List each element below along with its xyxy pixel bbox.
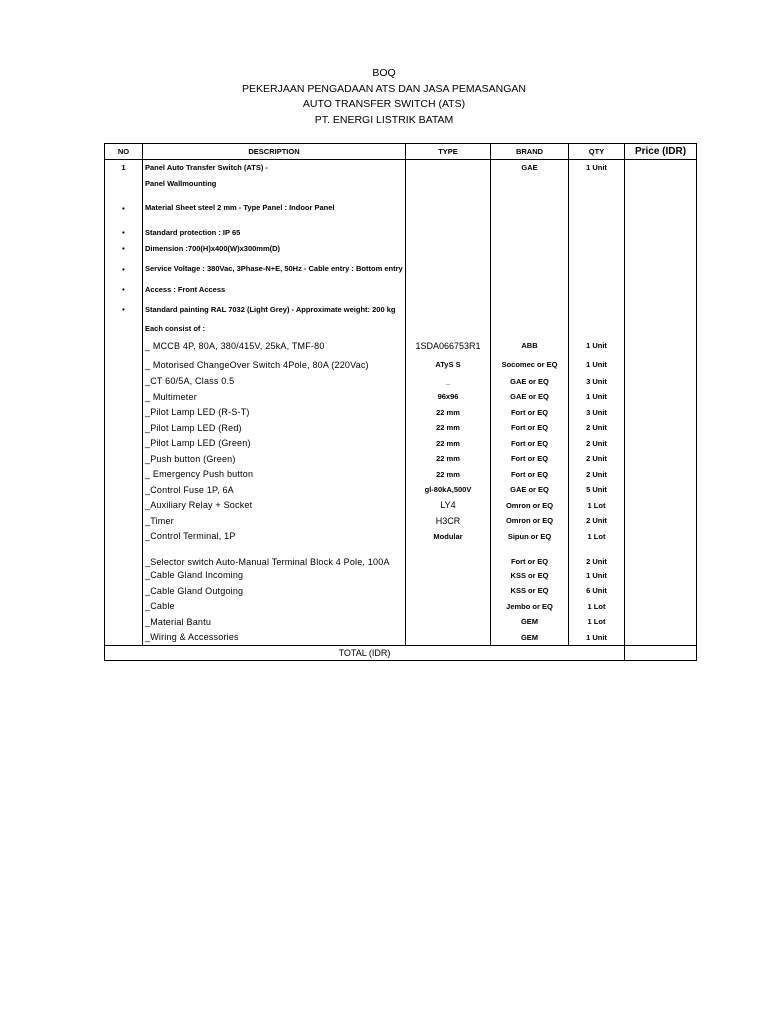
row-description: Service Voltage : 380Vac, 3Phase-N+E, 50Hz - Cable entry : Bottom entry <box>143 257 406 282</box>
row-price <box>625 160 697 176</box>
total-label: TOTAL (IDR) <box>105 645 625 660</box>
row-price <box>625 436 697 452</box>
row-description: _Push button (Green) <box>143 451 406 467</box>
row-qty: 1 Unit <box>569 630 625 646</box>
row-no <box>105 436 143 452</box>
row-description: Standard painting RAL 7032 (Light Grey) - Approximate weight: 200 kg <box>143 298 406 322</box>
table-row <box>105 451 697 467</box>
row-no <box>105 529 143 544</box>
row-no <box>105 336 143 356</box>
row-brand: GAE or EQ <box>491 482 569 498</box>
row-type: 22 mm <box>406 436 491 452</box>
row-no <box>105 568 143 584</box>
row-description: _Cable <box>143 599 406 615</box>
header-price: Price (IDR) <box>625 144 697 160</box>
row-no <box>105 599 143 615</box>
row-price <box>625 336 697 356</box>
row-qty: 1 Lot <box>569 614 625 630</box>
row-qty: 2 Unit <box>569 451 625 467</box>
row-price <box>625 192 697 225</box>
row-no <box>105 322 143 336</box>
row-qty: 2 Unit <box>569 513 625 529</box>
row-brand: Fort or EQ <box>491 451 569 467</box>
row-no <box>105 467 143 483</box>
table-row <box>105 298 697 322</box>
table-row <box>105 160 697 176</box>
row-price <box>625 614 697 630</box>
row-type: H3CR <box>406 513 491 529</box>
row-qty: 1 Unit <box>569 356 625 374</box>
row-brand: Socomec or EQ <box>491 356 569 374</box>
row-no <box>105 544 143 568</box>
row-no <box>105 614 143 630</box>
row-price <box>625 282 697 298</box>
row-brand <box>491 241 569 257</box>
header-no: NO <box>105 144 143 160</box>
boq-table <box>104 143 697 661</box>
row-description: _Pilot Lamp LED (R-S-T) <box>143 405 406 421</box>
row-price <box>625 630 697 646</box>
table-row <box>105 282 697 298</box>
table-row <box>105 405 697 421</box>
row-description: Dimension :700(H)x400(W)x300mm(D) <box>143 241 406 257</box>
document-header <box>0 66 768 128</box>
header-qty: QTY <box>569 144 625 160</box>
row-price <box>625 498 697 514</box>
row-brand: Fort or EQ <box>491 420 569 436</box>
row-brand <box>491 322 569 336</box>
row-description: _Control Fuse 1P, 6A <box>143 482 406 498</box>
row-description: Panel Auto Transfer Switch (ATS) - <box>143 160 406 176</box>
row-price <box>625 482 697 498</box>
row-no <box>105 405 143 421</box>
bullet-icon: • <box>105 241 143 257</box>
row-no <box>105 498 143 514</box>
row-type: gl-80kA,500V <box>406 482 491 498</box>
row-qty: 1 Lot <box>569 498 625 514</box>
table-row <box>105 389 697 405</box>
table-row <box>105 513 697 529</box>
row-type <box>406 614 491 630</box>
table-row <box>105 420 697 436</box>
row-brand: GEM <box>491 630 569 646</box>
row-brand: Omron or EQ <box>491 498 569 514</box>
table-row <box>105 467 697 483</box>
row-type: 1SDA066753R1 <box>406 336 491 356</box>
row-type: _ <box>406 374 491 390</box>
row-price <box>625 467 697 483</box>
row-no <box>105 176 143 192</box>
row-type <box>406 630 491 646</box>
row-qty: 2 Unit <box>569 436 625 452</box>
table-row <box>105 176 697 192</box>
table-row <box>105 599 697 615</box>
row-no <box>105 374 143 390</box>
row-description: _Wiring & Accessories <box>143 630 406 646</box>
row-description: _Timer <box>143 513 406 529</box>
row-description: _Cable Gland Incoming <box>143 568 406 584</box>
bullet-icon: • <box>105 257 143 282</box>
table-row <box>105 356 697 374</box>
row-price <box>625 529 697 544</box>
row-type: 96x96 <box>406 389 491 405</box>
row-qty: 2 Unit <box>569 420 625 436</box>
total-price <box>625 645 697 660</box>
row-price <box>625 568 697 584</box>
row-brand: GAE <box>491 160 569 176</box>
row-description: _ MCCB 4P, 80A, 380/415V, 25kA, TMF-80 <box>143 336 406 356</box>
table-row <box>105 498 697 514</box>
row-description: Panel Wallmounting <box>143 176 406 192</box>
row-brand: Fort or EQ <box>491 544 569 568</box>
row-description: _Material Bantu <box>143 614 406 630</box>
row-brand: GAE or EQ <box>491 389 569 405</box>
row-type <box>406 282 491 298</box>
table-row <box>105 544 697 568</box>
row-price <box>625 225 697 241</box>
row-qty <box>569 225 625 241</box>
row-brand <box>491 298 569 322</box>
row-type: LY4 <box>406 498 491 514</box>
row-type: 22 mm <box>406 405 491 421</box>
bullet-icon: • <box>105 282 143 298</box>
row-price <box>625 322 697 336</box>
header-brand: BRAND <box>491 144 569 160</box>
row-description: _Auxiliary Relay + Socket <box>143 498 406 514</box>
row-no <box>105 420 143 436</box>
row-description: _ Multimeter <box>143 389 406 405</box>
total-row <box>105 645 697 660</box>
table-row <box>105 336 697 356</box>
row-description: _Pilot Lamp LED (Green) <box>143 436 406 452</box>
doc-title-project: PEKERJAAN PENGADAAN ATS DAN JASA PEMASANGAN <box>242 82 526 95</box>
row-no: 1 <box>105 160 143 176</box>
bullet-icon: • <box>105 225 143 241</box>
table-row <box>105 192 697 225</box>
row-brand <box>491 282 569 298</box>
row-qty: 1 Lot <box>569 599 625 615</box>
row-price <box>625 544 697 568</box>
row-price <box>625 513 697 529</box>
row-description: _Control Terminal, 1P <box>143 529 406 544</box>
table-row <box>105 225 697 241</box>
row-qty: 1 Unit <box>569 389 625 405</box>
row-price <box>625 583 697 599</box>
row-qty: 6 Unit <box>569 583 625 599</box>
row-no <box>105 482 143 498</box>
row-qty: 3 Unit <box>569 374 625 390</box>
row-price <box>625 389 697 405</box>
row-type <box>406 225 491 241</box>
row-brand: KSS or EQ <box>491 583 569 599</box>
row-type <box>406 322 491 336</box>
row-brand: Fort or EQ <box>491 467 569 483</box>
row-qty <box>569 241 625 257</box>
row-description: _ Emergency Push button <box>143 467 406 483</box>
row-price <box>625 405 697 421</box>
row-price <box>625 176 697 192</box>
row-price <box>625 298 697 322</box>
row-no <box>105 583 143 599</box>
row-brand: GEM <box>491 614 569 630</box>
row-qty: 1 Unit <box>569 160 625 176</box>
row-type <box>406 544 491 568</box>
row-type <box>406 160 491 176</box>
row-price <box>625 374 697 390</box>
row-price <box>625 451 697 467</box>
row-qty <box>569 192 625 225</box>
row-brand: Fort or EQ <box>491 436 569 452</box>
row-type <box>406 583 491 599</box>
row-type: 22 mm <box>406 420 491 436</box>
row-qty <box>569 322 625 336</box>
table-row <box>105 241 697 257</box>
row-brand <box>491 192 569 225</box>
row-no <box>105 356 143 374</box>
row-type: 22 mm <box>406 467 491 483</box>
row-type: Modular <box>406 529 491 544</box>
row-description: Access : Front Access <box>143 282 406 298</box>
row-type <box>406 298 491 322</box>
row-price <box>625 241 697 257</box>
table-row <box>105 482 697 498</box>
row-description: _CT 60/5A, Class 0.5 <box>143 374 406 390</box>
table-row <box>105 583 697 599</box>
row-qty: 1 Unit <box>569 568 625 584</box>
row-price <box>625 257 697 282</box>
table-row <box>105 568 697 584</box>
row-qty: 1 Unit <box>569 336 625 356</box>
row-brand: KSS or EQ <box>491 568 569 584</box>
row-price <box>625 599 697 615</box>
table-header-row <box>105 144 697 160</box>
bullet-icon: • <box>105 298 143 322</box>
row-qty <box>569 298 625 322</box>
row-no <box>105 451 143 467</box>
row-qty: 1 Lot <box>569 529 625 544</box>
row-description: _Pilot Lamp LED (Red) <box>143 420 406 436</box>
row-type <box>406 192 491 225</box>
row-brand <box>491 225 569 241</box>
row-no <box>105 513 143 529</box>
row-brand: ABB <box>491 336 569 356</box>
table-row <box>105 630 697 646</box>
row-qty: 5 Unit <box>569 482 625 498</box>
row-brand: Fort or EQ <box>491 405 569 421</box>
table-row <box>105 529 697 544</box>
row-type <box>406 599 491 615</box>
row-no <box>105 630 143 646</box>
doc-title-boq: BOQ <box>372 67 396 79</box>
doc-title-subject: AUTO TRANSFER SWITCH (ATS) <box>302 98 466 110</box>
row-description: Each consist of : <box>143 322 406 336</box>
header-description: DESCRIPTION <box>143 144 406 160</box>
row-brand <box>491 176 569 192</box>
row-qty: 2 Unit <box>569 544 625 568</box>
bullet-icon: • <box>105 192 143 225</box>
table-row <box>105 614 697 630</box>
row-qty: 3 Unit <box>569 405 625 421</box>
table-row <box>105 257 697 282</box>
table-row <box>105 436 697 452</box>
row-type <box>406 257 491 282</box>
row-type: 22 mm <box>406 451 491 467</box>
row-description: Standard protection : IP 65 <box>143 225 406 241</box>
row-qty <box>569 257 625 282</box>
row-description: Material Sheet steel 2 mm - Type Panel : Indoor Panel <box>143 192 406 225</box>
doc-title-company: PT. ENERGI LISTRIK BATAM <box>314 113 454 126</box>
row-brand: Jembo or EQ <box>491 599 569 615</box>
row-price <box>625 420 697 436</box>
row-description: _Selector switch Auto-Manual Terminal Block 4 Pole, 100A <box>143 544 406 568</box>
row-type <box>406 568 491 584</box>
row-type <box>406 176 491 192</box>
row-brand: GAE or EQ <box>491 374 569 390</box>
table-row <box>105 374 697 390</box>
row-brand <box>491 257 569 282</box>
row-qty: 2 Unit <box>569 467 625 483</box>
row-brand: Omron or EQ <box>491 513 569 529</box>
row-price <box>625 356 697 374</box>
row-brand: Sipun or EQ <box>491 529 569 544</box>
header-type: TYPE <box>406 144 491 160</box>
row-qty <box>569 176 625 192</box>
row-qty <box>569 282 625 298</box>
row-type: ATyS S <box>406 356 491 374</box>
row-description: _ Motorised ChangeOver Switch 4Pole, 80A (220Vac) <box>143 356 406 374</box>
row-no <box>105 389 143 405</box>
row-description: _Cable Gland Outgoing <box>143 583 406 599</box>
table-row <box>105 322 697 336</box>
row-type <box>406 241 491 257</box>
